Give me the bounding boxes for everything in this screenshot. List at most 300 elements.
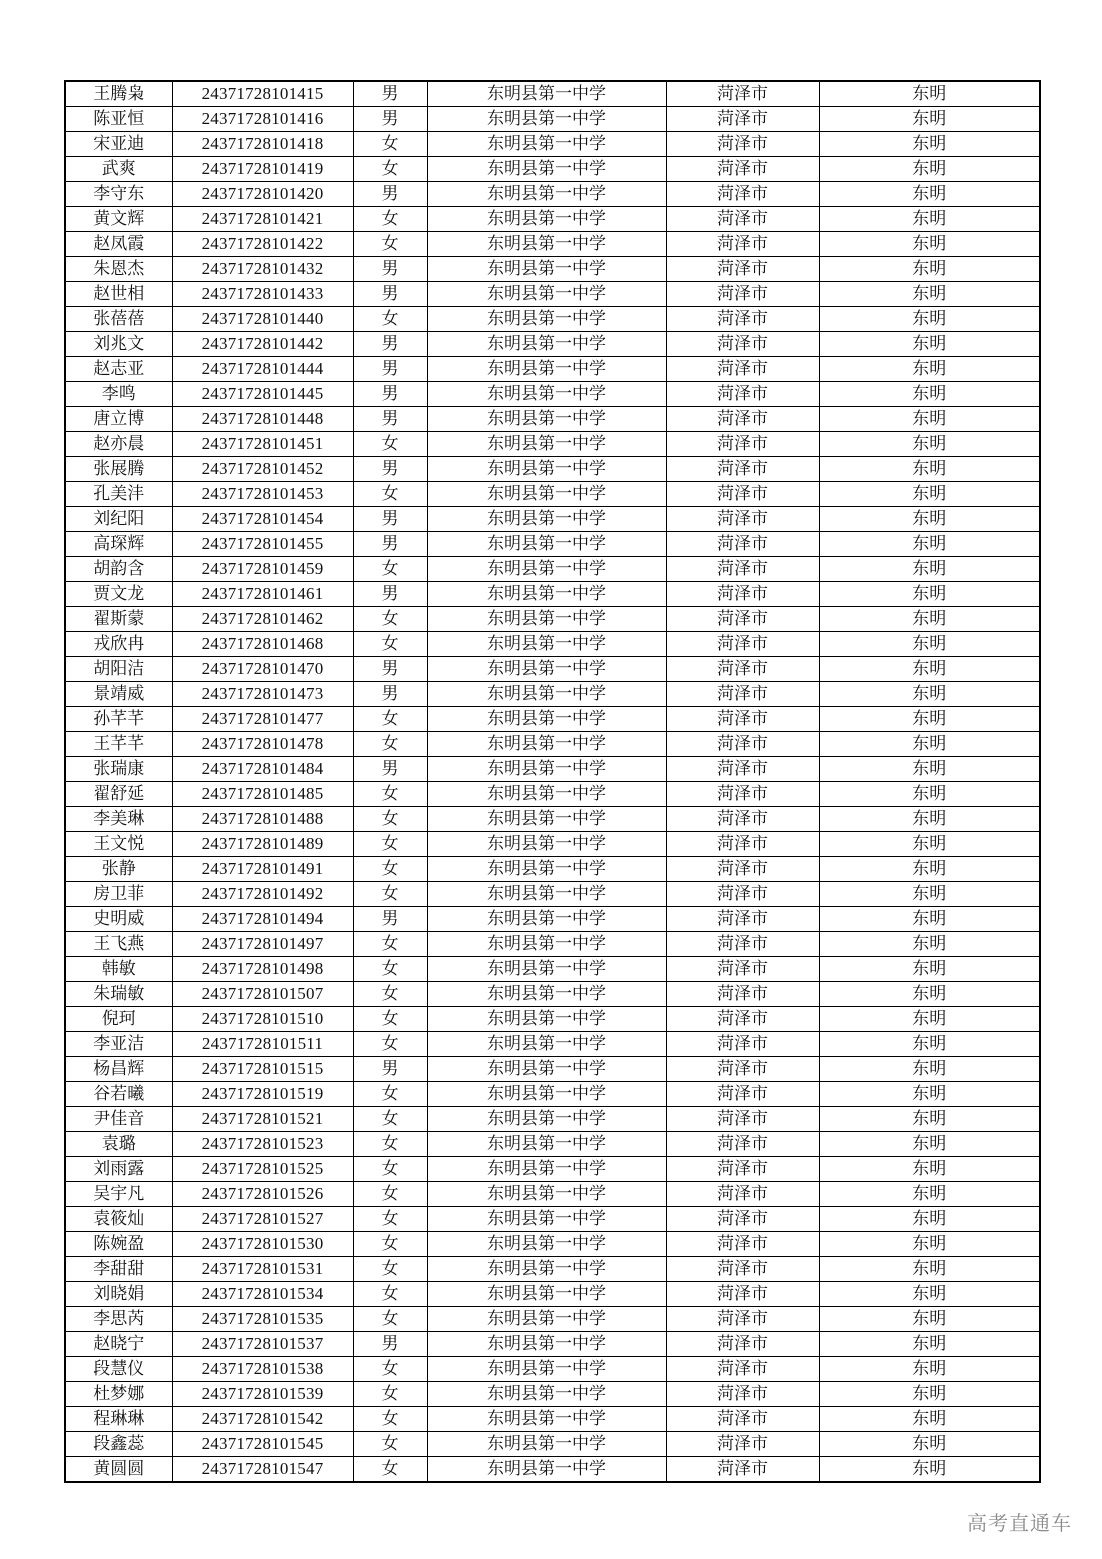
city-cell: 菏泽市 bbox=[666, 1057, 819, 1082]
exam-id-cell: 24371728101454 bbox=[172, 507, 353, 532]
exam-id-cell: 24371728101492 bbox=[172, 882, 353, 907]
county-cell: 东明 bbox=[819, 732, 1040, 757]
exam-id-cell: 24371728101525 bbox=[172, 1157, 353, 1182]
city-cell: 菏泽市 bbox=[666, 982, 819, 1007]
school-cell: 东明县第一中学 bbox=[427, 682, 666, 707]
city-cell: 菏泽市 bbox=[666, 1207, 819, 1232]
exam-id-cell: 24371728101515 bbox=[172, 1057, 353, 1082]
table-row bbox=[65, 157, 1040, 182]
table-row bbox=[65, 1257, 1040, 1282]
county-cell: 东明 bbox=[819, 107, 1040, 132]
name-cell: 翟舒延 bbox=[65, 782, 172, 807]
county-cell: 东明 bbox=[819, 1132, 1040, 1157]
name-cell: 孔美沣 bbox=[65, 482, 172, 507]
school-cell: 东明县第一中学 bbox=[427, 832, 666, 857]
gender-cell: 女 bbox=[353, 857, 427, 882]
school-cell: 东明县第一中学 bbox=[427, 1282, 666, 1307]
county-cell: 东明 bbox=[819, 1407, 1040, 1432]
table-row bbox=[65, 632, 1040, 657]
table-row bbox=[65, 882, 1040, 907]
county-cell: 东明 bbox=[819, 1157, 1040, 1182]
school-cell: 东明县第一中学 bbox=[427, 257, 666, 282]
table-row bbox=[65, 507, 1040, 532]
city-cell: 菏泽市 bbox=[666, 157, 819, 182]
table-row bbox=[65, 232, 1040, 257]
exam-id-cell: 24371728101485 bbox=[172, 782, 353, 807]
exam-id-cell: 24371728101470 bbox=[172, 657, 353, 682]
table-row bbox=[65, 1107, 1040, 1132]
school-cell: 东明县第一中学 bbox=[427, 957, 666, 982]
table-row bbox=[65, 557, 1040, 582]
gender-cell: 女 bbox=[353, 1082, 427, 1107]
city-cell: 菏泽市 bbox=[666, 782, 819, 807]
school-cell: 东明县第一中学 bbox=[427, 1007, 666, 1032]
school-cell: 东明县第一中学 bbox=[427, 882, 666, 907]
gender-cell: 男 bbox=[353, 81, 427, 107]
table-row bbox=[65, 457, 1040, 482]
name-cell: 赵亦晨 bbox=[65, 432, 172, 457]
name-cell: 武爽 bbox=[65, 157, 172, 182]
school-cell: 东明县第一中学 bbox=[427, 157, 666, 182]
exam-id-cell: 24371728101526 bbox=[172, 1182, 353, 1207]
school-cell: 东明县第一中学 bbox=[427, 1207, 666, 1232]
table-row bbox=[65, 1157, 1040, 1182]
table-row bbox=[65, 657, 1040, 682]
county-cell: 东明 bbox=[819, 1107, 1040, 1132]
exam-id-cell: 24371728101494 bbox=[172, 907, 353, 932]
school-cell: 东明县第一中学 bbox=[427, 1107, 666, 1132]
table-row bbox=[65, 207, 1040, 232]
gender-cell: 女 bbox=[353, 632, 427, 657]
name-cell: 李思芮 bbox=[65, 1307, 172, 1332]
county-cell: 东明 bbox=[819, 882, 1040, 907]
exam-id-cell: 24371728101535 bbox=[172, 1307, 353, 1332]
county-cell: 东明 bbox=[819, 307, 1040, 332]
name-cell: 倪珂 bbox=[65, 1007, 172, 1032]
gender-cell: 女 bbox=[353, 1207, 427, 1232]
gender-cell: 女 bbox=[353, 1157, 427, 1182]
gender-cell: 男 bbox=[353, 1332, 427, 1357]
name-cell: 袁璐 bbox=[65, 1132, 172, 1157]
exam-id-cell: 24371728101519 bbox=[172, 1082, 353, 1107]
gender-cell: 男 bbox=[353, 282, 427, 307]
gender-cell: 女 bbox=[353, 132, 427, 157]
name-cell: 陈婉盈 bbox=[65, 1232, 172, 1257]
city-cell: 菏泽市 bbox=[666, 1182, 819, 1207]
school-cell: 东明县第一中学 bbox=[427, 982, 666, 1007]
city-cell: 菏泽市 bbox=[666, 1407, 819, 1432]
name-cell: 谷若曦 bbox=[65, 1082, 172, 1107]
name-cell: 王飞燕 bbox=[65, 932, 172, 957]
county-cell: 东明 bbox=[819, 182, 1040, 207]
exam-id-cell: 24371728101452 bbox=[172, 457, 353, 482]
county-cell: 东明 bbox=[819, 232, 1040, 257]
table-row bbox=[65, 1057, 1040, 1082]
table-row bbox=[65, 932, 1040, 957]
table-row bbox=[65, 807, 1040, 832]
county-cell: 东明 bbox=[819, 81, 1040, 107]
name-cell: 杜梦娜 bbox=[65, 1382, 172, 1407]
county-cell: 东明 bbox=[819, 332, 1040, 357]
city-cell: 菏泽市 bbox=[666, 232, 819, 257]
name-cell: 张瑞康 bbox=[65, 757, 172, 782]
name-cell: 韩敏 bbox=[65, 957, 172, 982]
name-cell: 宋亚迪 bbox=[65, 132, 172, 157]
table-row bbox=[65, 782, 1040, 807]
table-row bbox=[65, 682, 1040, 707]
table-row bbox=[65, 757, 1040, 782]
county-cell: 东明 bbox=[819, 707, 1040, 732]
name-cell: 刘晓娟 bbox=[65, 1282, 172, 1307]
exam-id-cell: 24371728101531 bbox=[172, 1257, 353, 1282]
table-row bbox=[65, 1382, 1040, 1407]
school-cell: 东明县第一中学 bbox=[427, 532, 666, 557]
city-cell: 菏泽市 bbox=[666, 382, 819, 407]
city-cell: 菏泽市 bbox=[666, 607, 819, 632]
exam-id-cell: 24371728101491 bbox=[172, 857, 353, 882]
county-cell: 东明 bbox=[819, 657, 1040, 682]
name-cell: 王芊芊 bbox=[65, 732, 172, 757]
city-cell: 菏泽市 bbox=[666, 557, 819, 582]
table-row bbox=[65, 1182, 1040, 1207]
school-cell: 东明县第一中学 bbox=[427, 382, 666, 407]
city-cell: 菏泽市 bbox=[666, 932, 819, 957]
county-cell: 东明 bbox=[819, 157, 1040, 182]
name-cell: 高琛辉 bbox=[65, 532, 172, 557]
name-cell: 戎欣冉 bbox=[65, 632, 172, 657]
roster-body bbox=[65, 81, 1040, 1482]
school-cell: 东明县第一中学 bbox=[427, 782, 666, 807]
table-row bbox=[65, 582, 1040, 607]
exam-id-cell: 24371728101473 bbox=[172, 682, 353, 707]
name-cell: 李美琳 bbox=[65, 807, 172, 832]
city-cell: 菏泽市 bbox=[666, 582, 819, 607]
gender-cell: 女 bbox=[353, 1257, 427, 1282]
county-cell: 东明 bbox=[819, 407, 1040, 432]
city-cell: 菏泽市 bbox=[666, 707, 819, 732]
county-cell: 东明 bbox=[819, 1182, 1040, 1207]
exam-id-cell: 24371728101542 bbox=[172, 1407, 353, 1432]
name-cell: 赵晓宁 bbox=[65, 1332, 172, 1357]
city-cell: 菏泽市 bbox=[666, 407, 819, 432]
school-cell: 东明县第一中学 bbox=[427, 132, 666, 157]
table-row bbox=[65, 1232, 1040, 1257]
table-row bbox=[65, 357, 1040, 382]
name-cell: 赵志亚 bbox=[65, 357, 172, 382]
county-cell: 东明 bbox=[819, 1432, 1040, 1457]
exam-id-cell: 24371728101421 bbox=[172, 207, 353, 232]
exam-id-cell: 24371728101488 bbox=[172, 807, 353, 832]
city-cell: 菏泽市 bbox=[666, 882, 819, 907]
school-cell: 东明县第一中学 bbox=[427, 307, 666, 332]
exam-id-cell: 24371728101537 bbox=[172, 1332, 353, 1357]
gender-cell: 女 bbox=[353, 882, 427, 907]
table-row bbox=[65, 282, 1040, 307]
table-row bbox=[65, 1207, 1040, 1232]
county-cell: 东明 bbox=[819, 807, 1040, 832]
exam-id-cell: 24371728101445 bbox=[172, 382, 353, 407]
name-cell: 赵凤霞 bbox=[65, 232, 172, 257]
county-cell: 东明 bbox=[819, 957, 1040, 982]
city-cell: 菏泽市 bbox=[666, 1157, 819, 1182]
gender-cell: 女 bbox=[353, 1282, 427, 1307]
city-cell: 菏泽市 bbox=[666, 732, 819, 757]
county-cell: 东明 bbox=[819, 607, 1040, 632]
name-cell: 陈亚恒 bbox=[65, 107, 172, 132]
county-cell: 东明 bbox=[819, 832, 1040, 857]
name-cell: 杨昌辉 bbox=[65, 1057, 172, 1082]
county-cell: 东明 bbox=[819, 132, 1040, 157]
exam-id-cell: 24371728101453 bbox=[172, 482, 353, 507]
roster-table bbox=[64, 80, 1041, 1483]
name-cell: 赵世相 bbox=[65, 282, 172, 307]
city-cell: 菏泽市 bbox=[666, 132, 819, 157]
gender-cell: 女 bbox=[353, 1407, 427, 1432]
exam-id-cell: 24371728101478 bbox=[172, 732, 353, 757]
name-cell: 段慧仪 bbox=[65, 1357, 172, 1382]
county-cell: 东明 bbox=[819, 1257, 1040, 1282]
name-cell: 史明威 bbox=[65, 907, 172, 932]
city-cell: 菏泽市 bbox=[666, 182, 819, 207]
table-row bbox=[65, 307, 1040, 332]
gender-cell: 男 bbox=[353, 507, 427, 532]
school-cell: 东明县第一中学 bbox=[427, 1332, 666, 1357]
name-cell: 王文悦 bbox=[65, 832, 172, 857]
table-row bbox=[65, 1082, 1040, 1107]
city-cell: 菏泽市 bbox=[666, 757, 819, 782]
gender-cell: 女 bbox=[353, 432, 427, 457]
city-cell: 菏泽市 bbox=[666, 657, 819, 682]
school-cell: 东明县第一中学 bbox=[427, 707, 666, 732]
school-cell: 东明县第一中学 bbox=[427, 1182, 666, 1207]
exam-id-cell: 24371728101422 bbox=[172, 232, 353, 257]
gender-cell: 男 bbox=[353, 382, 427, 407]
name-cell: 程琳琳 bbox=[65, 1407, 172, 1432]
name-cell: 孙芊芊 bbox=[65, 707, 172, 732]
school-cell: 东明县第一中学 bbox=[427, 607, 666, 632]
table-row bbox=[65, 907, 1040, 932]
exam-id-cell: 24371728101511 bbox=[172, 1032, 353, 1057]
watermark-text: 高考直通车 bbox=[967, 1511, 1072, 1535]
county-cell: 东明 bbox=[819, 1357, 1040, 1382]
exam-id-cell: 24371728101455 bbox=[172, 532, 353, 557]
table-row bbox=[65, 707, 1040, 732]
table-row bbox=[65, 332, 1040, 357]
gender-cell: 男 bbox=[353, 107, 427, 132]
name-cell: 张静 bbox=[65, 857, 172, 882]
name-cell: 翟斯蒙 bbox=[65, 607, 172, 632]
gender-cell: 女 bbox=[353, 807, 427, 832]
county-cell: 东明 bbox=[819, 1032, 1040, 1057]
table-row bbox=[65, 1132, 1040, 1157]
county-cell: 东明 bbox=[819, 207, 1040, 232]
table-row bbox=[65, 407, 1040, 432]
school-cell: 东明县第一中学 bbox=[427, 582, 666, 607]
gender-cell: 女 bbox=[353, 1357, 427, 1382]
county-cell: 东明 bbox=[819, 482, 1040, 507]
exam-id-cell: 24371728101440 bbox=[172, 307, 353, 332]
county-cell: 东明 bbox=[819, 432, 1040, 457]
city-cell: 菏泽市 bbox=[666, 507, 819, 532]
county-cell: 东明 bbox=[819, 907, 1040, 932]
gender-cell: 男 bbox=[353, 682, 427, 707]
city-cell: 菏泽市 bbox=[666, 907, 819, 932]
city-cell: 菏泽市 bbox=[666, 1032, 819, 1057]
county-cell: 东明 bbox=[819, 1282, 1040, 1307]
table-row bbox=[65, 1307, 1040, 1332]
county-cell: 东明 bbox=[819, 1057, 1040, 1082]
city-cell: 菏泽市 bbox=[666, 332, 819, 357]
table-row bbox=[65, 132, 1040, 157]
city-cell: 菏泽市 bbox=[666, 482, 819, 507]
name-cell: 胡阳洁 bbox=[65, 657, 172, 682]
table-row bbox=[65, 607, 1040, 632]
table-row bbox=[65, 732, 1040, 757]
county-cell: 东明 bbox=[819, 982, 1040, 1007]
gender-cell: 女 bbox=[353, 982, 427, 1007]
gender-cell: 女 bbox=[353, 232, 427, 257]
name-cell: 李鸣 bbox=[65, 382, 172, 407]
name-cell: 王腾枭 bbox=[65, 81, 172, 107]
exam-id-cell: 24371728101468 bbox=[172, 632, 353, 657]
gender-cell: 女 bbox=[353, 557, 427, 582]
county-cell: 东明 bbox=[819, 1307, 1040, 1332]
gender-cell: 女 bbox=[353, 1382, 427, 1407]
exam-id-cell: 24371728101432 bbox=[172, 257, 353, 282]
table-row bbox=[65, 1332, 1040, 1357]
name-cell: 黄文辉 bbox=[65, 207, 172, 232]
school-cell: 东明县第一中学 bbox=[427, 757, 666, 782]
name-cell: 刘纪阳 bbox=[65, 507, 172, 532]
city-cell: 菏泽市 bbox=[666, 807, 819, 832]
gender-cell: 女 bbox=[353, 782, 427, 807]
table-row bbox=[65, 1032, 1040, 1057]
county-cell: 东明 bbox=[819, 1207, 1040, 1232]
exam-id-cell: 24371728101489 bbox=[172, 832, 353, 857]
school-cell: 东明县第一中学 bbox=[427, 1357, 666, 1382]
exam-id-cell: 24371728101510 bbox=[172, 1007, 353, 1032]
school-cell: 东明县第一中学 bbox=[427, 807, 666, 832]
name-cell: 吴宇凡 bbox=[65, 1182, 172, 1207]
exam-id-cell: 24371728101420 bbox=[172, 182, 353, 207]
exam-id-cell: 24371728101418 bbox=[172, 132, 353, 157]
name-cell: 李守东 bbox=[65, 182, 172, 207]
table-row bbox=[65, 1432, 1040, 1457]
city-cell: 菏泽市 bbox=[666, 532, 819, 557]
school-cell: 东明县第一中学 bbox=[427, 482, 666, 507]
exam-id-cell: 24371728101507 bbox=[172, 982, 353, 1007]
city-cell: 菏泽市 bbox=[666, 832, 819, 857]
name-cell: 李亚洁 bbox=[65, 1032, 172, 1057]
gender-cell: 女 bbox=[353, 932, 427, 957]
city-cell: 菏泽市 bbox=[666, 257, 819, 282]
city-cell: 菏泽市 bbox=[666, 1282, 819, 1307]
city-cell: 菏泽市 bbox=[666, 1457, 819, 1483]
city-cell: 菏泽市 bbox=[666, 457, 819, 482]
county-cell: 东明 bbox=[819, 857, 1040, 882]
city-cell: 菏泽市 bbox=[666, 107, 819, 132]
school-cell: 东明县第一中学 bbox=[427, 432, 666, 457]
gender-cell: 女 bbox=[353, 1432, 427, 1457]
gender-cell: 女 bbox=[353, 1182, 427, 1207]
gender-cell: 男 bbox=[353, 757, 427, 782]
county-cell: 东明 bbox=[819, 632, 1040, 657]
table-row bbox=[65, 532, 1040, 557]
table-row bbox=[65, 1457, 1040, 1483]
exam-id-cell: 24371728101462 bbox=[172, 607, 353, 632]
gender-cell: 女 bbox=[353, 1107, 427, 1132]
school-cell: 东明县第一中学 bbox=[427, 232, 666, 257]
gender-cell: 男 bbox=[353, 332, 427, 357]
school-cell: 东明县第一中学 bbox=[427, 1432, 666, 1457]
school-cell: 东明县第一中学 bbox=[427, 332, 666, 357]
city-cell: 菏泽市 bbox=[666, 307, 819, 332]
gender-cell: 男 bbox=[353, 457, 427, 482]
city-cell: 菏泽市 bbox=[666, 632, 819, 657]
table-row bbox=[65, 1357, 1040, 1382]
school-cell: 东明县第一中学 bbox=[427, 357, 666, 382]
name-cell: 黄圆圆 bbox=[65, 1457, 172, 1483]
county-cell: 东明 bbox=[819, 782, 1040, 807]
school-cell: 东明县第一中学 bbox=[427, 1032, 666, 1057]
school-cell: 东明县第一中学 bbox=[427, 632, 666, 657]
exam-id-cell: 24371728101545 bbox=[172, 1432, 353, 1457]
city-cell: 菏泽市 bbox=[666, 957, 819, 982]
table-row bbox=[65, 107, 1040, 132]
city-cell: 菏泽市 bbox=[666, 1357, 819, 1382]
exam-id-cell: 24371728101523 bbox=[172, 1132, 353, 1157]
school-cell: 东明县第一中学 bbox=[427, 732, 666, 757]
school-cell: 东明县第一中学 bbox=[427, 1407, 666, 1432]
county-cell: 东明 bbox=[819, 757, 1040, 782]
table-row bbox=[65, 957, 1040, 982]
county-cell: 东明 bbox=[819, 532, 1040, 557]
name-cell: 刘雨露 bbox=[65, 1157, 172, 1182]
school-cell: 东明县第一中学 bbox=[427, 1132, 666, 1157]
county-cell: 东明 bbox=[819, 582, 1040, 607]
county-cell: 东明 bbox=[819, 1007, 1040, 1032]
exam-id-cell: 24371728101415 bbox=[172, 81, 353, 107]
exam-id-cell: 24371728101530 bbox=[172, 1232, 353, 1257]
table-row bbox=[65, 432, 1040, 457]
name-cell: 贾文龙 bbox=[65, 582, 172, 607]
city-cell: 菏泽市 bbox=[666, 432, 819, 457]
exam-id-cell: 24371728101539 bbox=[172, 1382, 353, 1407]
city-cell: 菏泽市 bbox=[666, 1007, 819, 1032]
city-cell: 菏泽市 bbox=[666, 857, 819, 882]
county-cell: 东明 bbox=[819, 1232, 1040, 1257]
exam-id-cell: 24371728101527 bbox=[172, 1207, 353, 1232]
county-cell: 东明 bbox=[819, 1382, 1040, 1407]
name-cell: 景靖威 bbox=[65, 682, 172, 707]
city-cell: 菏泽市 bbox=[666, 1307, 819, 1332]
school-cell: 东明县第一中学 bbox=[427, 207, 666, 232]
city-cell: 菏泽市 bbox=[666, 207, 819, 232]
table-row bbox=[65, 1007, 1040, 1032]
city-cell: 菏泽市 bbox=[666, 1107, 819, 1132]
city-cell: 菏泽市 bbox=[666, 1132, 819, 1157]
city-cell: 菏泽市 bbox=[666, 1382, 819, 1407]
county-cell: 东明 bbox=[819, 682, 1040, 707]
name-cell: 张蓓蓓 bbox=[65, 307, 172, 332]
county-cell: 东明 bbox=[819, 557, 1040, 582]
name-cell: 刘兆文 bbox=[65, 332, 172, 357]
gender-cell: 女 bbox=[353, 832, 427, 857]
gender-cell: 女 bbox=[353, 1307, 427, 1332]
city-cell: 菏泽市 bbox=[666, 1232, 819, 1257]
name-cell: 尹佳音 bbox=[65, 1107, 172, 1132]
gender-cell: 女 bbox=[353, 732, 427, 757]
